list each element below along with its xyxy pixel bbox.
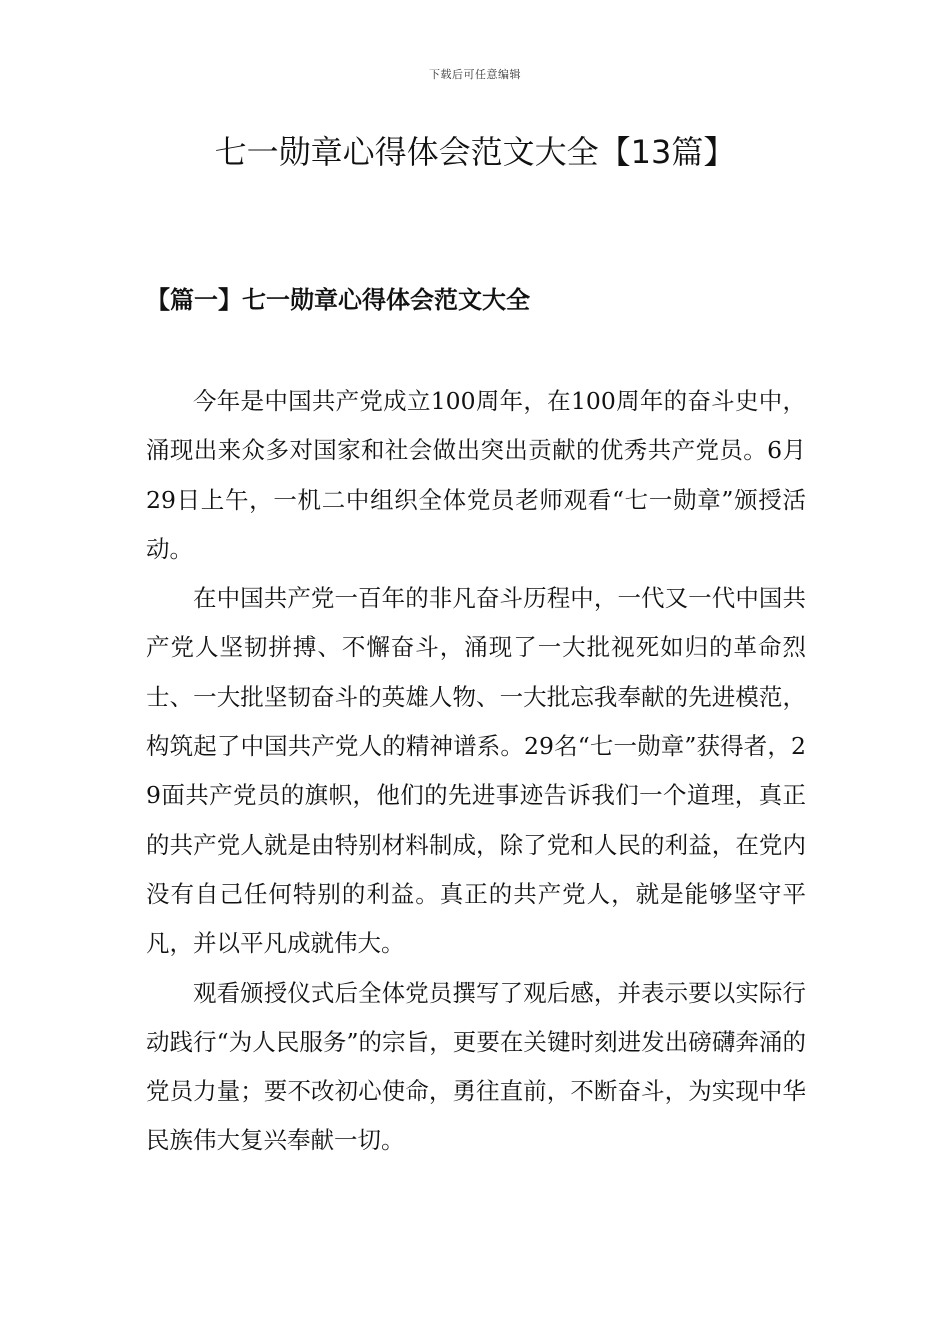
paragraph: 在中国共产党一百年的非凡奋斗历程中，一代又一代中国共产党人坚韧拼搏、不懈奋斗，涌现了一大批视死如归的革命烈士、一大批坚韧奋斗的英雄人物、一大批忘我奉献的先进模范，构筑起了中国共产党人的精神谱系。29名“七一勋章”获得者，29面共产党员的旗帜，他们的先进事迹告诉我们一个道理，真正的共产党人就是由特别材料制成，除了党和人民的利益，在党内没有自己任何特别的利益。真正的共产党人，就是能够坚守平凡，并以平凡成就伟大。 xyxy=(146,584,806,958)
paragraph: 今年是中国共产党成立100周年，在100周年的奋斗史中，涌现出来众多对国家和社会做出突出贡献的优秀共产党员。6月29日上午，一机二中组织全体党员老师观看“七一勋章”颁授活动。 xyxy=(146,387,806,563)
header-note: 下载后可任意编辑 xyxy=(429,68,521,81)
body-text xyxy=(146,377,806,1166)
paragraph: 观看颁授仪式后全体党员撰写了观后感，并表示要以实际行动践行“为人民服务”的宗旨，更要在关键时刻进发出磅礴奔涌的党员力量；要不改初心使命，勇往直前，不断奋斗，为实现中华民族伟大复兴奉献一切。 xyxy=(146,978,806,1155)
document-title: 七一勋章心得体会范文大全【13篇】 xyxy=(214,133,736,171)
section-heading: 【篇一】七一勋章心得体会范文大全 xyxy=(146,285,530,314)
